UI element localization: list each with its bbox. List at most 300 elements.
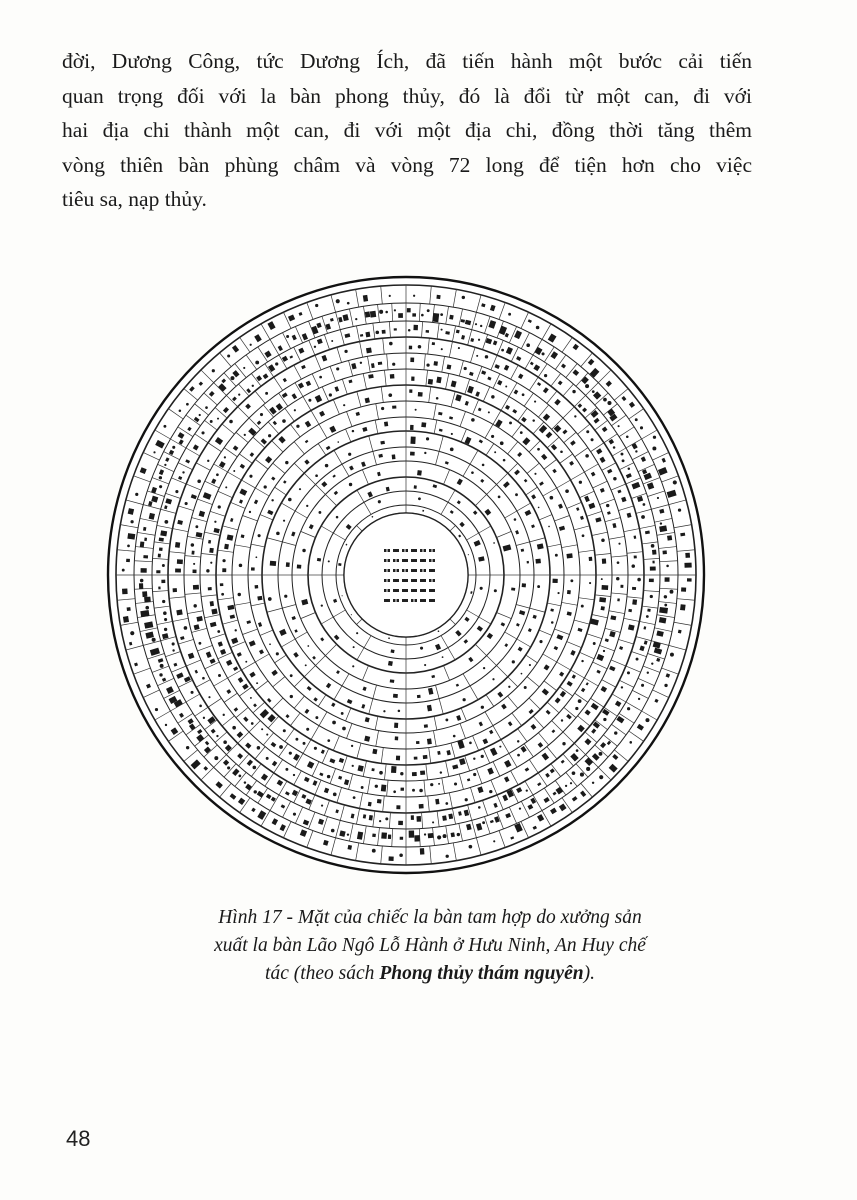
- glyph-mark: [140, 541, 145, 547]
- glyph-dot: [227, 766, 230, 769]
- center-glyph: [393, 549, 399, 552]
- glyph-mark: [436, 295, 440, 299]
- glyph-dot: [560, 450, 563, 453]
- glyph-dot: [165, 724, 167, 726]
- center-glyph: [402, 599, 408, 602]
- glyph-dot: [140, 579, 144, 583]
- glyph-dot: [664, 595, 667, 598]
- glyph-dot: [199, 642, 202, 645]
- glyph-dot: [302, 549, 305, 552]
- glyph-dot: [184, 626, 188, 630]
- glyph-dot: [399, 853, 403, 857]
- glyph-dot: [243, 367, 245, 369]
- glyph-dot: [493, 840, 495, 842]
- glyph-dot: [592, 782, 594, 784]
- glyph-dot: [524, 686, 527, 689]
- glyph-dot: [319, 511, 322, 514]
- glyph-mark: [451, 832, 455, 837]
- glyph-dot: [640, 426, 643, 429]
- glyph-dot: [378, 500, 381, 503]
- glyph-dot: [424, 664, 426, 666]
- glyph-mark: [680, 533, 685, 537]
- glyph-dot: [557, 592, 559, 594]
- glyph-dot: [379, 820, 381, 822]
- center-glyph: [411, 599, 414, 602]
- glyph-dot: [515, 493, 518, 496]
- glyph-dot: [651, 663, 653, 665]
- glyph-mark: [126, 559, 130, 562]
- glyph-dot: [255, 361, 259, 365]
- glyph-dot: [591, 438, 594, 441]
- glyph-dot: [355, 318, 357, 320]
- glyph-dot: [517, 754, 520, 757]
- glyph-dot: [542, 352, 545, 355]
- glyph-dot: [606, 504, 609, 507]
- glyph-dot: [372, 516, 374, 518]
- center-glyph: [402, 549, 405, 552]
- glyph-mark: [144, 597, 151, 603]
- glyph-dot: [163, 611, 167, 615]
- glyph-dot: [289, 752, 292, 755]
- glyph-mark: [601, 606, 605, 610]
- glyph-mark: [396, 756, 400, 761]
- glyph-dot: [641, 515, 645, 519]
- glyph-dot: [480, 587, 483, 590]
- glyph-dot: [383, 710, 385, 712]
- glyph-dot: [517, 740, 519, 742]
- glyph-mark: [388, 834, 391, 839]
- glyph-dot: [218, 505, 221, 508]
- glyph-dot: [153, 451, 155, 453]
- glyph-mark: [390, 679, 395, 683]
- glyph-dot: [593, 642, 596, 645]
- glyph-dot: [646, 615, 649, 618]
- glyph-dot: [193, 604, 196, 607]
- glyph-mark: [389, 856, 394, 861]
- center-glyph: [420, 559, 426, 562]
- glyph-mark: [372, 749, 377, 755]
- glyph-dot: [432, 821, 434, 823]
- glyph-mark: [158, 586, 160, 589]
- glyph-mark: [435, 799, 439, 805]
- glyph-dot: [572, 390, 575, 393]
- glyph-dot: [440, 771, 442, 773]
- glyph-dot: [555, 554, 558, 557]
- glyph-dot: [327, 739, 330, 742]
- center-glyph: [397, 569, 400, 572]
- glyph-dot: [185, 502, 188, 505]
- glyph-mark: [684, 563, 691, 568]
- caption-line: [120, 960, 740, 988]
- glyph-dot: [229, 420, 233, 424]
- glyph-mark: [409, 831, 415, 838]
- glyph-dot: [626, 435, 629, 438]
- glyph-mark: [209, 548, 214, 553]
- glyph-dot: [505, 385, 507, 387]
- center-glyph: [388, 589, 391, 592]
- glyph-mark: [220, 583, 224, 586]
- glyph-dot: [199, 705, 202, 708]
- glyph-dot: [206, 569, 209, 572]
- glyph-dot: [572, 771, 576, 775]
- glyph-dot: [293, 813, 296, 816]
- glyph-dot: [426, 364, 429, 367]
- glyph-dot: [193, 563, 195, 565]
- glyph-mark: [427, 738, 432, 744]
- glyph-dot: [521, 673, 523, 675]
- glyph-mark: [401, 788, 404, 791]
- glyph-dot: [570, 579, 573, 582]
- glyph-dot: [494, 451, 496, 453]
- glyph-mark: [270, 561, 277, 566]
- glyph-mark: [381, 784, 387, 791]
- glyph-dot: [532, 419, 534, 421]
- glyph-mark: [390, 374, 395, 379]
- center-glyph: [388, 569, 391, 572]
- glyph-mark: [175, 542, 180, 548]
- glyph-dot: [548, 526, 550, 528]
- glyph-dot: [186, 403, 189, 406]
- glyph-mark: [647, 609, 650, 612]
- glyph-dot: [325, 464, 328, 467]
- glyph-mark: [156, 570, 160, 573]
- glyph-dot: [122, 569, 125, 572]
- glyph-dot: [201, 431, 204, 434]
- glyph-dot: [451, 433, 453, 435]
- glyph-dot: [578, 699, 582, 703]
- glyph-mark: [632, 599, 637, 605]
- glyph-dot: [465, 798, 468, 801]
- glyph-dot: [491, 395, 494, 398]
- glyph-dot: [418, 497, 421, 500]
- glyph-dot: [306, 505, 308, 507]
- center-glyph: [402, 559, 408, 562]
- glyph-dot: [315, 304, 318, 307]
- glyph-dot: [257, 746, 261, 750]
- glyph-dot: [581, 605, 584, 608]
- glyph-mark: [161, 580, 165, 583]
- glyph-mark: [177, 559, 183, 564]
- glyph-dot: [199, 414, 201, 416]
- glyph-dot: [585, 384, 589, 388]
- glyph-dot: [265, 392, 268, 395]
- glyph-dot: [408, 329, 411, 332]
- body-line: hai địa chi thành một can, đi với một địa chi, đồng thời tăng thêm: [62, 118, 752, 142]
- glyph-dot: [175, 490, 178, 493]
- glyph-dot: [341, 712, 344, 715]
- glyph-mark: [144, 538, 147, 542]
- glyph-mark: [419, 804, 424, 809]
- glyph-mark: [511, 587, 515, 590]
- glyph-dot: [666, 565, 669, 568]
- glyph-mark: [140, 610, 149, 617]
- glyph-dot: [450, 448, 454, 452]
- glyph-mark: [208, 587, 212, 590]
- glyph-dot: [389, 342, 393, 346]
- glyph-dot: [462, 296, 465, 299]
- glyph-dot: [468, 554, 469, 555]
- glyph-dot: [214, 521, 216, 523]
- glyph-mark: [369, 815, 373, 820]
- glyph-dot: [255, 556, 257, 558]
- glyph-dot: [230, 376, 234, 380]
- glyph-mark: [665, 577, 670, 581]
- glyph-dot: [332, 721, 336, 725]
- glyph-mark: [173, 588, 177, 592]
- glyph-mark: [632, 587, 636, 590]
- glyph-dot: [613, 446, 616, 449]
- glyph-dot: [670, 590, 674, 594]
- glyph-dot: [244, 781, 246, 783]
- glyph-dot: [482, 464, 485, 467]
- glyph-mark: [159, 537, 164, 541]
- glyph-dot: [214, 756, 218, 760]
- glyph-dot: [458, 347, 460, 349]
- glyph-dot: [197, 479, 201, 483]
- glyph-mark: [566, 553, 572, 558]
- glyph-dot: [575, 707, 578, 710]
- glyph-dot: [537, 448, 540, 451]
- glyph-dot: [155, 708, 158, 711]
- glyph-mark: [122, 588, 128, 594]
- glyph-dot: [210, 562, 212, 564]
- caption-text: tác (theo sách: [265, 963, 380, 984]
- glyph-dot: [561, 719, 563, 721]
- glyph-dot: [520, 431, 523, 434]
- glyph-mark: [599, 597, 606, 602]
- glyph-mark: [123, 616, 129, 623]
- glyph-mark: [391, 649, 395, 653]
- center-glyph: [393, 569, 396, 572]
- glyph-dot: [631, 564, 635, 568]
- glyph-dot: [252, 385, 254, 387]
- glyph-dot: [258, 534, 261, 537]
- glyph-dot: [379, 310, 383, 314]
- glyph-dot: [135, 493, 138, 496]
- glyph-dot: [288, 498, 292, 502]
- glyph-mark: [193, 585, 199, 590]
- glyph-dot: [678, 509, 681, 512]
- glyph-dot: [207, 460, 209, 462]
- glyph-dot: [538, 507, 540, 509]
- glyph-dot: [379, 771, 383, 775]
- glyph-dot: [299, 488, 301, 490]
- glyph-dot: [238, 593, 241, 596]
- glyph-dot: [225, 486, 227, 488]
- caption-line: xuất la bàn Lão Ngô Lỗ Hành ở Hưu Ninh, An Huy chế: [214, 935, 646, 956]
- glyph-mark: [139, 583, 143, 589]
- glyph-dot: [145, 606, 149, 610]
- glyph-dot: [223, 740, 227, 744]
- glyph-dot: [592, 390, 595, 393]
- center-glyph: [433, 579, 436, 582]
- glyph-mark: [363, 295, 368, 302]
- glyph-mark: [160, 530, 167, 536]
- glyph-mark: [400, 837, 403, 840]
- glyph-mark: [628, 609, 632, 612]
- glyph-dot: [519, 808, 521, 810]
- glyph-dot: [599, 752, 603, 756]
- glyph-dot: [217, 630, 220, 633]
- glyph-dot: [445, 718, 448, 721]
- glyph-mark: [395, 736, 399, 740]
- glyph-dot: [586, 767, 590, 771]
- body-line: vòng thiên bàn phùng châm và vòng 72 long để tiện hơn cho việc: [62, 152, 752, 177]
- glyph-dot: [582, 534, 585, 537]
- glyph-mark: [414, 757, 418, 760]
- glyph-dot: [282, 419, 286, 423]
- center-glyph: [429, 599, 435, 602]
- glyph-dot: [508, 313, 511, 316]
- center-glyph: [384, 599, 390, 602]
- caption-text: ).: [583, 963, 595, 984]
- glyph-dot: [483, 667, 485, 669]
- glyph-mark: [224, 544, 229, 550]
- glyph-dot: [427, 309, 430, 312]
- center-glyph: [429, 559, 432, 562]
- body-line: đời, Dương Công, tức Dương Ích, đã tiến hành một bước cải tiến: [62, 49, 752, 73]
- glyph-dot: [419, 789, 423, 793]
- glyph-dot: [478, 339, 480, 341]
- glyph-mark: [567, 590, 571, 594]
- glyph-mark: [409, 346, 412, 350]
- glyph-dot: [244, 434, 246, 436]
- glyph-dot: [476, 355, 478, 357]
- center-glyph: [433, 549, 436, 552]
- glyph-dot: [480, 325, 482, 327]
- glyph-mark: [176, 609, 182, 615]
- glyph-dot: [321, 805, 323, 807]
- glyph-dot: [360, 362, 362, 364]
- glyph-dot: [441, 348, 443, 350]
- glyph-dot: [498, 496, 501, 499]
- glyph-dot: [539, 640, 542, 643]
- glyph-dot: [389, 295, 391, 297]
- glyph-dot: [424, 452, 426, 454]
- glyph-mark: [412, 772, 417, 776]
- glyph-mark: [257, 596, 262, 601]
- glyph-dot: [622, 459, 625, 462]
- glyph-mark: [141, 568, 147, 573]
- glyph-dot: [443, 834, 447, 838]
- glyph-dot: [457, 833, 460, 836]
- center-glyph: [420, 599, 426, 602]
- glyph-dot: [481, 706, 484, 709]
- glyph-dot: [238, 393, 240, 395]
- glyph-dot: [503, 459, 506, 462]
- glyph-dot: [647, 672, 649, 674]
- glyph-dot: [534, 473, 536, 475]
- glyph-dot: [550, 496, 554, 500]
- glyph-mark: [338, 563, 341, 566]
- glyph-dot: [303, 742, 306, 745]
- glyph-dot: [585, 454, 589, 458]
- glyph-dot: [441, 329, 443, 331]
- glyph-dot: [657, 497, 659, 499]
- glyph-mark: [420, 770, 425, 775]
- glyph-dot: [202, 677, 205, 680]
- glyph-dot: [565, 785, 567, 787]
- glyph-dot: [179, 409, 182, 412]
- glyph-dot: [308, 399, 311, 402]
- glyph-dot: [164, 618, 167, 621]
- glyph-dot: [319, 376, 322, 379]
- glyph-dot: [342, 727, 346, 731]
- glyph-dot: [239, 564, 243, 568]
- glyph-mark: [394, 723, 398, 728]
- glyph-dot: [616, 577, 619, 580]
- glyph-dot: [159, 476, 162, 479]
- center-glyph: [424, 549, 427, 552]
- glyph-mark: [410, 452, 415, 456]
- glyph-dot: [347, 302, 350, 305]
- glyph-mark: [410, 358, 414, 363]
- glyph-dot: [418, 345, 422, 349]
- glyph-dot: [637, 578, 641, 582]
- center-glyph: [411, 559, 417, 562]
- glyph-mark: [449, 315, 453, 320]
- book-title: Phong thủy thám nguyên: [379, 963, 584, 984]
- glyph-dot: [212, 369, 215, 372]
- glyph-mark: [410, 437, 415, 445]
- glyph-mark: [434, 361, 438, 366]
- glyph-dot: [361, 786, 364, 789]
- glyph-mark: [634, 536, 637, 539]
- glyph-dot: [284, 595, 287, 598]
- glyph-dot: [394, 309, 396, 311]
- glyph-mark: [255, 585, 259, 589]
- glyph-dot: [336, 367, 339, 370]
- glyph-mark: [602, 585, 609, 590]
- glyph-dot: [475, 323, 477, 325]
- glyph-mark: [428, 379, 433, 385]
- glyph-mark: [667, 535, 672, 540]
- glyph-dot: [599, 775, 603, 779]
- glyph-dot: [315, 474, 318, 477]
- glyph-dot: [208, 696, 210, 698]
- glyph-mark: [678, 630, 682, 634]
- glyph-mark: [432, 342, 435, 345]
- glyph-mark: [417, 470, 422, 476]
- glyph-mark: [418, 392, 423, 397]
- glyph-mark: [393, 694, 398, 698]
- glyph-dot: [348, 453, 351, 456]
- center-glyph: [397, 559, 400, 562]
- glyph-dot: [127, 544, 130, 547]
- glyph-dot: [172, 649, 174, 651]
- glyph-mark: [368, 802, 372, 807]
- glyph-dot: [375, 331, 379, 335]
- center-glyph: [384, 579, 387, 582]
- glyph-dot: [579, 481, 582, 484]
- glyph-mark: [392, 454, 396, 459]
- glyph-mark: [377, 799, 382, 804]
- glyph-dot: [628, 467, 630, 469]
- glyph-dot: [290, 695, 293, 698]
- glyph-dot: [331, 829, 335, 833]
- glyph-dot: [469, 845, 473, 849]
- glyph-dot: [235, 629, 237, 631]
- glyph-mark: [617, 598, 620, 601]
- glyph-mark: [602, 558, 606, 563]
- glyph-mark: [659, 607, 668, 614]
- glyph-dot: [603, 398, 607, 402]
- page-number: 48: [66, 1126, 91, 1151]
- glyph-dot: [293, 774, 295, 776]
- glyph-dot: [601, 578, 603, 580]
- glyph-dot: [499, 746, 501, 748]
- glyph-dot: [336, 516, 339, 519]
